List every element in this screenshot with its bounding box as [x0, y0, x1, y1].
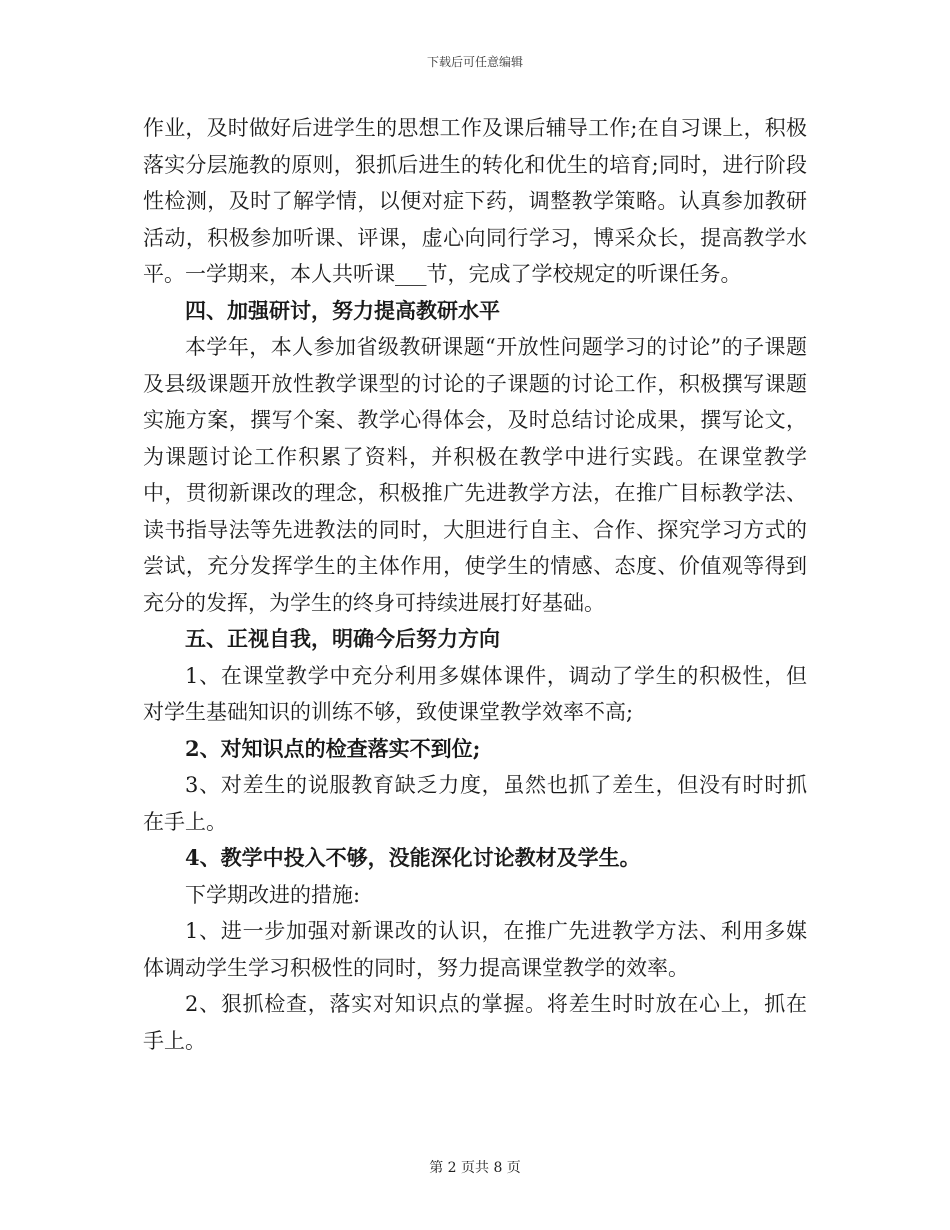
section-heading-4: 四、加强研讨，努力提高教研水平 — [185, 297, 500, 323]
section-heading-5: 五、正视自我，明确今后努力方向 — [185, 626, 500, 651]
list-item-4: 4、教学中投入不够，没能深化讨论教材及学生。 — [185, 845, 641, 870]
document-body — [143, 110, 807, 1059]
page-header: 下载后可任意编辑 — [426, 55, 523, 69]
list-item-2: 2、对知识点的检查落实不到位; — [185, 735, 481, 761]
list-item-3: 3、对差生的说服教育缺乏力度，虽然也抓了差生，但没有时时抓在手上。 — [143, 773, 807, 834]
improvement-heading: 下学期改进的措施: — [185, 882, 361, 907]
improvement-item-2: 2、狠抓检查，落实对知识点的掌握。将差生时时放在心上，抓在手上。 — [143, 992, 807, 1053]
list-item-1: 1、在课堂教学中充分利用多媒体课件，调动了学生的积极性，但对学生基础知识的训练不够，致使课堂教学效率不高; — [143, 663, 807, 724]
page-footer: 第 2 页共 8 页 — [429, 1160, 521, 1176]
improvement-item-1: 1、进一步加强对新课改的认识，在推广先进教学方法、利用多媒体调动学生学习积极性的同时，努力提高课堂教学的效率。 — [143, 919, 807, 980]
paragraph-continuation: 作业，及时做好后进学生的思想工作及课后辅导工作;在自习课上，积极落实分层施教的原则，狠抓后进生的转化和优生的培育;同时，进行阶段性检测，及时了解学情，以便对症下药，调整教学策略。认真参加教研活动，积极参加听课、评课，虚心向同行学习，博采众长，提高教学水平。一学期来，本人共听课___节，完成了学校规定的听课任务。 — [143, 116, 807, 286]
paragraph-research: 本学年，本人参加省级教研课题“开放性问题学习的讨论”的子课题及县级课题开放性教学课型的讨论的子课题的讨论工作，积极撰写课题实施方案，撰写个案、教学心得体会，及时总结讨论成果，撰写论文，为课题讨论工作积累了资料，并积极在教学中进行实践。在课堂教学中，贯彻新课改的理念，积极推广先进教学方法，在推广目标教学法、读书指导法等先进教法的同时，大胆进行自主、合作、探究学习方式的尝试，充分发挥学生的主体作用，使学生的情感、态度、价值观等得到充分的发挥，为学生的终身可持续进展打好基础。 — [143, 335, 807, 615]
